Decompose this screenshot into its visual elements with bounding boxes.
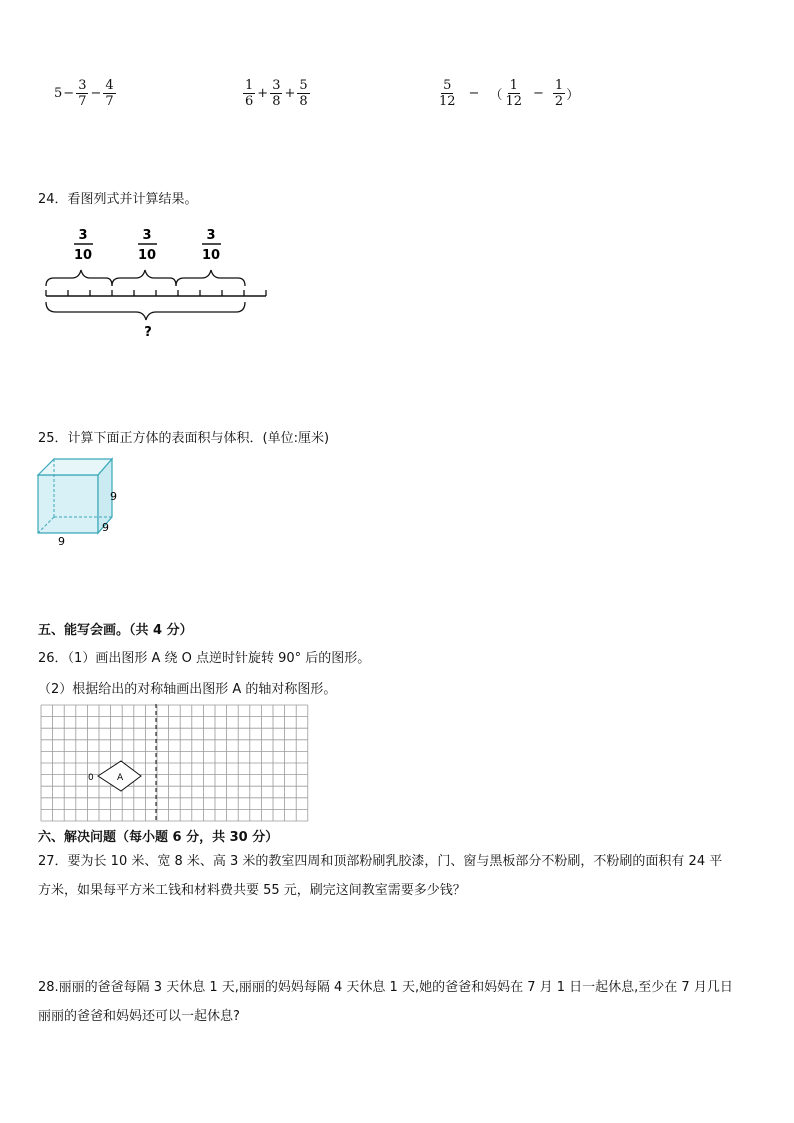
point-o-label: 0 bbox=[88, 773, 94, 783]
fraction: $\frac{3}{8}$ bbox=[272, 78, 281, 109]
operator: − bbox=[63, 86, 75, 101]
segment-label-numerator: 3 bbox=[78, 228, 88, 243]
segment-label-denominator: 10 bbox=[201, 248, 221, 263]
section-5-title: 五、能写会画。（共 4 分） bbox=[38, 623, 193, 638]
question-26-part1: 26．（1）画出图形 A 绕 O 点逆时针旋转 90° 后的图形。 bbox=[38, 651, 371, 666]
number: 5 bbox=[54, 86, 63, 101]
cube-height-label: 9 bbox=[110, 490, 117, 503]
segment-label-denominator: 10 bbox=[73, 248, 93, 263]
fraction: $\frac{1}{12}$ bbox=[505, 78, 523, 109]
operator: + bbox=[284, 86, 296, 101]
question-27 bbox=[38, 847, 768, 905]
expression-1 bbox=[54, 78, 117, 109]
cube-figure bbox=[36, 455, 126, 547]
question-25: 25．计算下面正方体的表面积与体积．(单位:厘米) bbox=[38, 431, 330, 446]
segment-diagram bbox=[36, 222, 272, 342]
fraction: $\frac{5}{8}$ bbox=[299, 78, 308, 109]
question-28-line2: 丽丽的爸爸和妈妈还可以一起休息? bbox=[38, 1009, 240, 1024]
grid-figure bbox=[40, 704, 316, 822]
segment-label-numerator: 3 bbox=[142, 228, 152, 243]
expression-3 bbox=[436, 78, 579, 109]
cube-width-label: 9 bbox=[58, 535, 65, 547]
operator: − bbox=[533, 86, 544, 101]
section-6-title: 六、解决问题（每小题 6 分，共 30 分） bbox=[38, 830, 279, 845]
question-28-line1: 28.丽丽的爸爸每隔 3 天休息 1 天,丽丽的妈妈每隔 4 天休息 1 天,她的爸爸和妈妈在 7 月 1 日一起休息,至少在 7 月几日 bbox=[38, 980, 733, 995]
shape-a-label: A bbox=[117, 773, 124, 783]
fraction: $\frac{1}{2}$ bbox=[554, 78, 564, 109]
segment-label-denominator: 10 bbox=[137, 248, 157, 263]
operator: − bbox=[90, 86, 102, 101]
operator: + bbox=[257, 86, 269, 101]
fraction: $\frac{3}{7}$ bbox=[78, 78, 87, 109]
question-28 bbox=[38, 973, 768, 1031]
fraction: $\frac{1}{6}$ bbox=[245, 78, 254, 109]
paren: ） bbox=[566, 88, 580, 103]
question-27-line2: 方米，如果每平方米工钱和材料费共要 55 元，刷完这间教室需要多少钱？ bbox=[38, 883, 466, 898]
unknown-label: ? bbox=[144, 325, 152, 340]
fraction: $\frac{4}{7}$ bbox=[105, 78, 114, 109]
question-24: 24．看图列式并计算结果。 bbox=[38, 192, 198, 207]
cube-depth-label: 9 bbox=[102, 521, 109, 534]
operator: − bbox=[468, 86, 480, 101]
segment-label-numerator: 3 bbox=[206, 228, 216, 243]
fraction: $\frac{5}{12}$ bbox=[439, 78, 456, 109]
expression-2 bbox=[242, 78, 311, 109]
question-26-part2: （2）根据给出的对称轴画出图形 A 的轴对称图形。 bbox=[38, 682, 337, 697]
paren: （ bbox=[489, 88, 503, 103]
question-27-line1: 27．要为长 10 米、宽 8 米、高 3 米的教室四周和顶部粉刷乳胶漆，门、窗与黑板部分不粉刷，不粉刷的面积有 24 平 bbox=[38, 854, 723, 869]
